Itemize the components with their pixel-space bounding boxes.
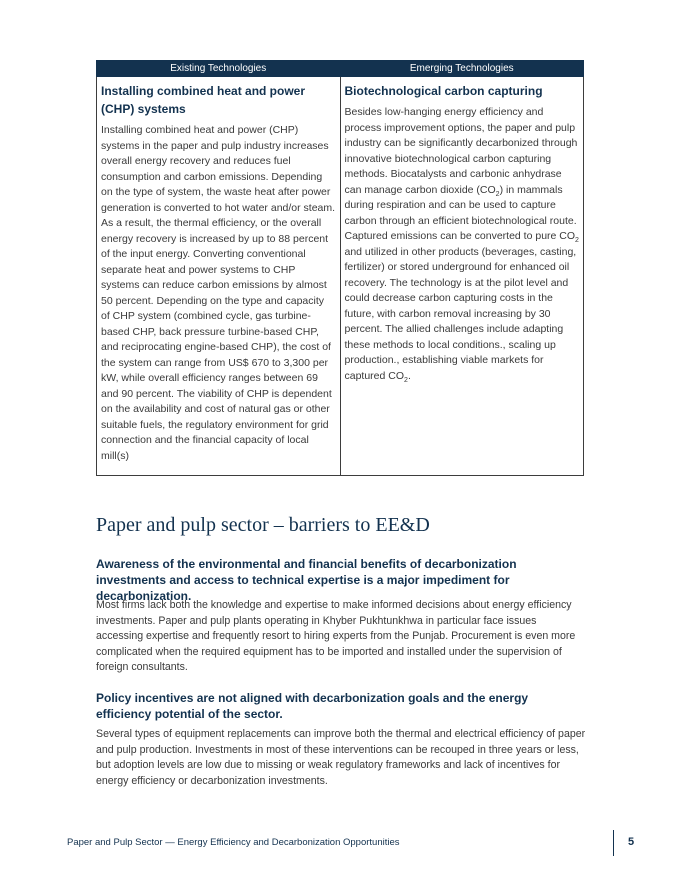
technologies-table [96,60,584,476]
carbon-capture-text-3: and utilized in other products (beverages, casting, fertilizer) or stored underground for enhanced oil recovery. The technology is at the pilot level and could decrease carbon capturing costs in the future, with carbon removal increasing by 30 percent. The allied challenges include adapting these methods to local conditions., scaling up production., establishing viable markets for captured CO [344,245,577,382]
table-row [97,77,584,476]
section-heading: Paper and pulp sector – barriers to EE&D [96,514,430,536]
emerging-technology-cell [340,77,584,476]
carbon-capture-title: Biotechnological carbon capturing [344,84,543,98]
table-header-row [97,61,584,77]
existing-technology-cell [97,77,341,476]
carbon-capture-text-1: Besides low-hanging energy efficiency and process improvement options, the paper and pulp industry can be significantly decarbonized through innovative biotechnological carbon capturing methods. Biocatalysts and carbonic anhydrase can manage carbon dioxide (CO [344,106,578,196]
subscript-2: 2 [495,190,500,198]
footer-divider [613,830,614,856]
footer-title: Paper and Pulp Sector — Energy Efficiency and Decarbonization Opportunities [67,837,400,848]
subheading-awareness: Awareness of the environmental and financial benefits of decarbonization investments and access to technical expertise is a major impediment for decarbonization. [96,557,517,603]
header-emerging-technologies: Emerging Technologies [340,61,584,77]
subscript-2: 2 [575,237,579,245]
carbon-capture-text-2: ) in mammals during respiration and can be used to capture carbon through an efficient biotechnological route. Captured emissions can be converted to pure CO [344,183,577,242]
header-existing-technologies: Existing Technologies [97,61,341,77]
page-number: 5 [628,836,635,848]
carbon-capture-description [345,105,580,384]
paragraph-expertise: Most firms lack both the knowledge and expertise to make informed decisions about energy efficiency investments. Paper and pulp plants operating in Khyber Pukhtunkhwa in particular face issues accessing expertise and frequently resort to hiring experts from the Punjab. Procurement is even more complicated when the required equipment has to be imported and installed under the supervision of foreign consultants. [96,599,576,673]
subscript-2: 2 [404,376,408,384]
chp-description: Installing combined heat and power (CHP) systems in the paper and pulp industry increases overall energy recovery and reduces fuel consumption and carbon emissions. Depending on the type of system, the waste heat after power generation is converted to hot water and/or steam. As a result, the thermal efficiency, or the overall energy recovery is increased by up to 88 percent of the input energy. Converting conventional separate heat and power systems to CHP systems can reduce carbon emissions by almost 50 percent. Depending on the type and capacity of CHP system (combined cycle, gas turbine-based CHP, back pressure turbine-based CHP, and reciprocating engine-based CHP), the cost of the system can range from US$ 670 to 3,300 per kW, while overall efficiency ranges between 69 and 90 percent. The viability of CHP is dependent on the availability and cost of natural gas or other suitable fuels, the regulatory environment for grid connection and the financial capacity of local mill(s) [101,124,336,462]
chp-title: Installing combined heat and power (CHP) systems [101,84,306,116]
carbon-capture-text-4: . [407,369,411,382]
paragraph-equipment: Several types of equipment replacements can improve both the thermal and electrical efficiency of paper and pulp production. Investments in most of these interventions can be recouped in three years or less, but adoption levels are low due to missing or weak regulatory frameworks and lack of incentives for energy efficiency or decarbonization investments. [96,728,586,787]
subheading-policy-incentives: Policy incentives are not aligned with decarbonization goals and the energy efficiency potential of the sector. [96,691,529,721]
